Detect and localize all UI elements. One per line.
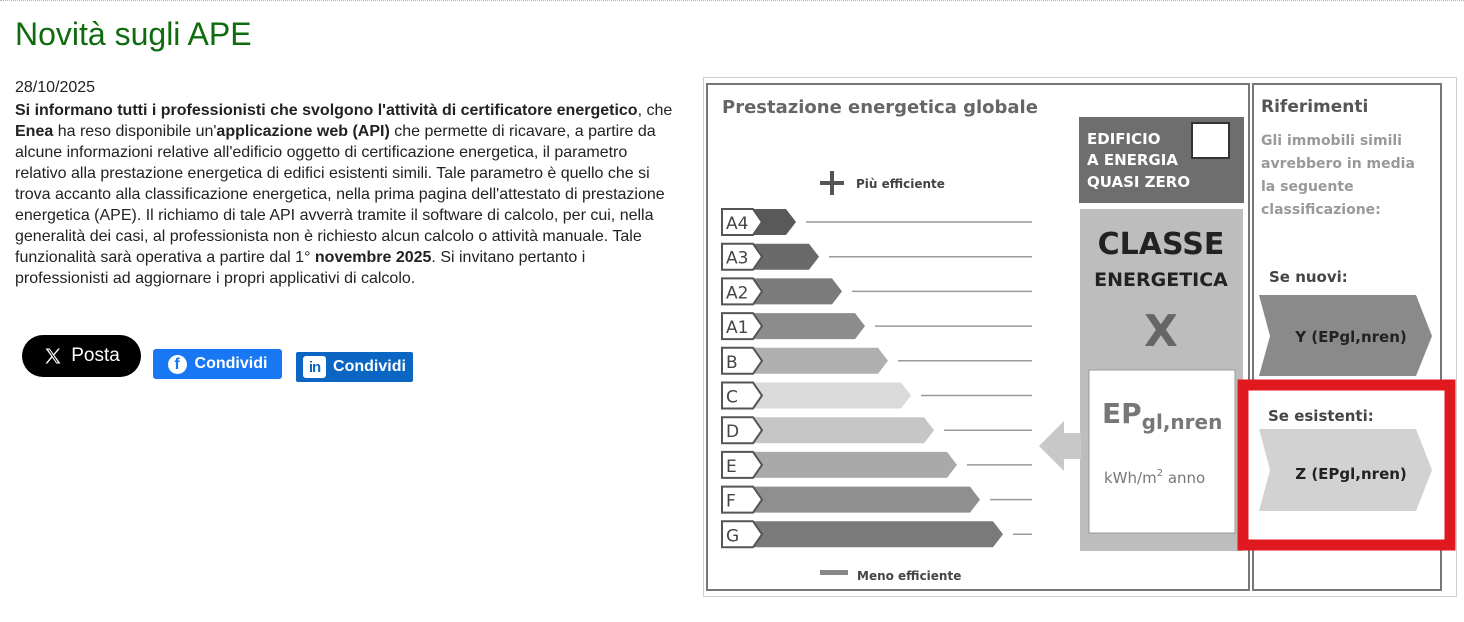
energy-class-row-d xyxy=(722,417,1032,443)
meno-efficiente-label: Meno efficiente xyxy=(857,569,962,583)
energetica-label: ENERGETICA xyxy=(1094,269,1228,291)
classe-value: X xyxy=(1144,306,1178,357)
body-bold-date: novembre 2025 xyxy=(314,249,432,266)
article-body: Si informano tutti i professionisti che svolgono l'attività di certificatore energetico, che Enea ha reso disponibile un'applicazione web (API) che permette di ricavare, a partire da alcune informazioni relative all'edificio oggetto di certificazione energetica, il parametro relativo alla prestazione energetica di edifici esistenti simili. Tale parametro è quello che si trova accanto alla classificazione energetica, nella prima pagina dell'attestato di prestazione energetica (APE). Il richiamo di tale API avverrà tramite il software di calcolo, per cui, nella generalità dei casi, al professionista non è richiesto alcun calcolo o attività manuale. Tale funzionalità sarà operativa a partire dal 1° novembre 2025. Si invitano pertanto i professionisti ad aggiornare i propri applicativi di calcolo. xyxy=(15,102,673,287)
energy-class-row-a3 xyxy=(722,244,1032,270)
energy-class-label: F xyxy=(726,491,736,512)
energy-class-row-f xyxy=(722,487,1032,513)
plus-icon xyxy=(820,171,844,195)
share-facebook-button[interactable] xyxy=(153,349,282,379)
energy-class-row-e xyxy=(722,452,1032,478)
energy-class-label: A3 xyxy=(726,248,749,269)
energy-class-row-a4 xyxy=(722,209,1032,235)
energy-class-label: E xyxy=(726,456,737,477)
energy-class-bar xyxy=(752,313,865,339)
classe-label: CLASSE xyxy=(1097,227,1225,262)
energy-class-label: B xyxy=(726,352,738,373)
nuovi-value: Y (EPgl,nren) xyxy=(1295,328,1407,346)
energy-class-row-a1 xyxy=(722,313,1032,339)
ep-unit: kWh/$m^2$ anno xyxy=(1104,468,1206,487)
nzeb-checkbox xyxy=(1192,123,1229,158)
energy-class-row-b xyxy=(722,348,1032,374)
nzeb-line-3: QUASI ZERO xyxy=(1087,173,1191,191)
body-bold-intro: Si informano tutti i professionisti che svolgono l'attività di certificatore energetico xyxy=(15,102,638,119)
energy-class-label: A1 xyxy=(726,318,749,339)
energy-class-bar xyxy=(752,383,911,409)
energy-class-bar xyxy=(752,452,957,478)
pointer-arrow xyxy=(1039,421,1081,471)
linkedin-icon: in xyxy=(303,356,326,378)
share-x-button[interactable] xyxy=(22,335,141,377)
left-panel-title: Prestazione energetica globale xyxy=(722,97,1038,118)
energy-class-label: G xyxy=(726,526,740,547)
se-esistenti-label: Se esistenti: xyxy=(1268,407,1374,425)
energy-class-label: D xyxy=(726,422,740,443)
article-date: 28/10/2025 xyxy=(15,79,96,96)
energy-class-row-c xyxy=(722,383,1032,409)
se-nuovi-label: Se nuovi: xyxy=(1269,268,1348,286)
facebook-icon: f xyxy=(168,355,187,374)
ape-label-image xyxy=(703,77,1457,597)
energy-class-row-a2 xyxy=(722,278,1032,304)
riferimenti-title: Riferimenti xyxy=(1261,97,1369,117)
minus-icon xyxy=(820,570,848,575)
riferimenti-text-4: classificazione: xyxy=(1261,202,1381,218)
energy-class-bar xyxy=(752,278,842,304)
body-bold-enea: Enea xyxy=(15,123,54,140)
energy-class-bar xyxy=(752,521,1003,547)
energy-class-label: A4 xyxy=(726,214,749,234)
piu-efficiente-label: Più efficiente xyxy=(856,177,945,191)
share-facebook-label: Condividi xyxy=(194,355,268,372)
energy-class-row-g xyxy=(722,521,1032,547)
energy-class-bar xyxy=(752,487,980,513)
nzeb-line-2: A ENERGIA xyxy=(1087,151,1178,169)
energy-class-label: A2 xyxy=(726,283,749,304)
top-divider xyxy=(0,0,1464,1)
ep-box xyxy=(1089,370,1235,533)
esistenti-value: Z (EPgl,nren) xyxy=(1295,465,1407,483)
energy-class-label: C xyxy=(726,387,738,408)
nzeb-line-1: EDIFICIO xyxy=(1087,130,1161,148)
share-linkedin-button[interactable] xyxy=(296,352,413,382)
energy-class-bar xyxy=(752,417,934,443)
ep-main: $EP_{gl,nren}$ xyxy=(1102,397,1223,434)
energy-class-scale xyxy=(722,209,1032,547)
page-title: Novità sugli APE xyxy=(15,16,252,52)
body-bold-api: applicazione web (API) xyxy=(216,123,390,140)
share-linkedin-label: Condividi xyxy=(333,358,406,375)
share-x-label: Posta xyxy=(71,345,120,366)
riferimenti-text-1: Gli immobili simili xyxy=(1261,133,1402,149)
x-logo-icon xyxy=(43,346,63,366)
riferimenti-text-2: avrebbero in media xyxy=(1261,156,1415,172)
riferimenti-text-3: la seguente xyxy=(1261,179,1354,195)
energy-class-bar xyxy=(752,348,888,374)
